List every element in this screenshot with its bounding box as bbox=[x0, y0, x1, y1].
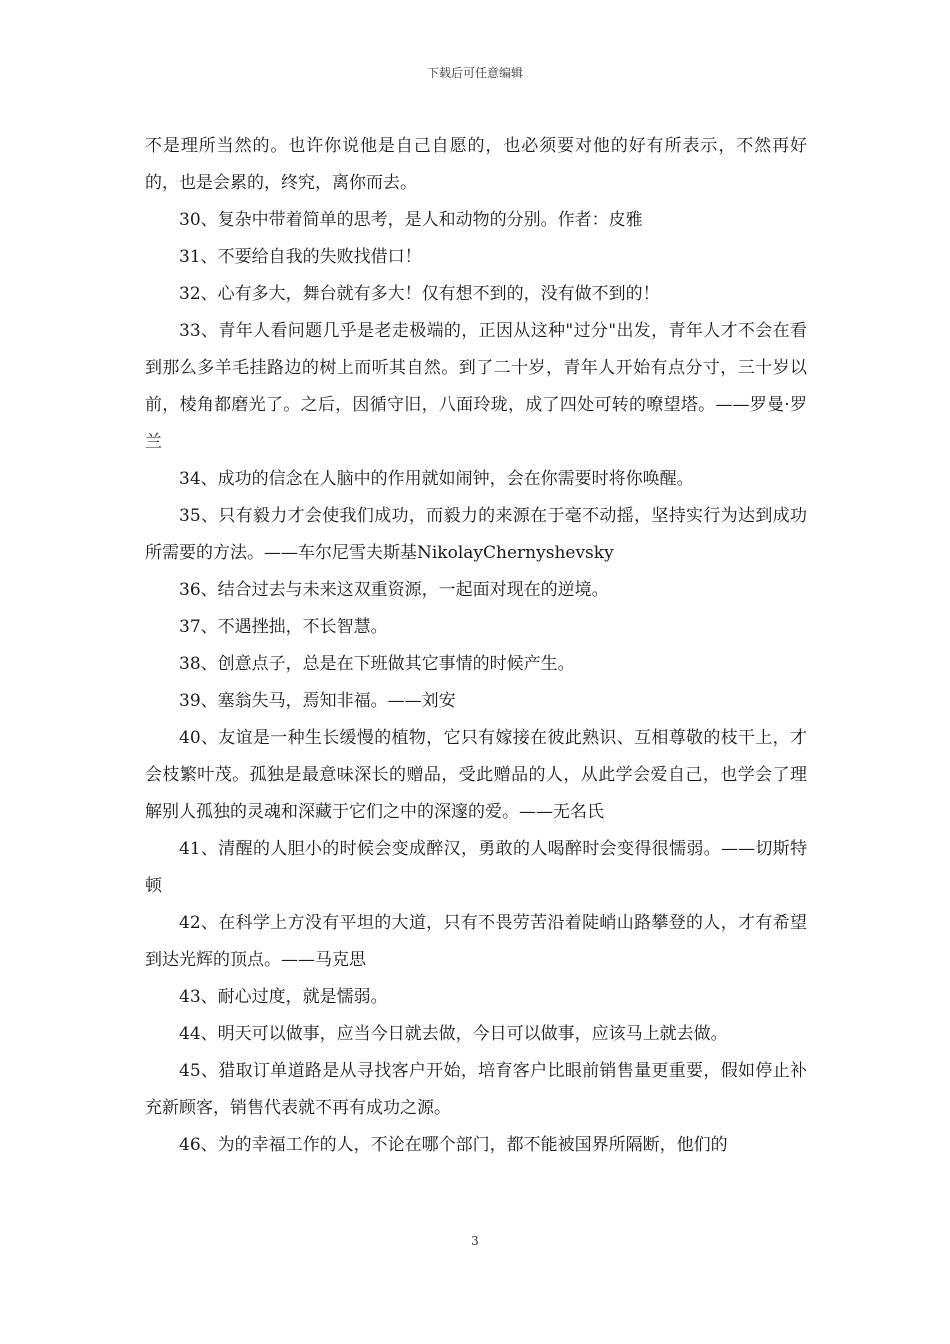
paragraph-quote-45: 45、猎取订单道路是从寻找客户开始，培育客户比眼前销售量更重要，假如停止补充新顾客，销售代表就不再有成功之源。 bbox=[145, 1061, 807, 1118]
paragraph-quote-43: 43、耐心过度，就是懦弱。 bbox=[179, 987, 388, 1007]
paragraph-quote-30: 30、复杂中带着简单的思考，是人和动物的分别。作者：皮雅 bbox=[179, 210, 643, 230]
paragraph-quote-31: 31、不要给自我的失败找借口！ bbox=[179, 247, 422, 267]
paragraph-quote-46: 46、为的幸福工作的人，不论在哪个部门，都不能被国界所隔断，他们的 bbox=[179, 1135, 728, 1155]
paragraph-continuation: 不是理所当然的。也许你说他是自己自愿的，也必须要对他的好有所表示，不然再好的，也是会累的，终究，离你而去。 bbox=[145, 136, 807, 193]
document-body bbox=[145, 128, 807, 1164]
paragraph-quote-35: 35、只有毅力才会使我们成功，而毅力的来源在于毫不动摇，坚持实行为达到成功所需要的方法。——车尔尼雪夫斯基NikolayChernyshevsky bbox=[145, 506, 807, 563]
paragraph-quote-32: 32、心有多大，舞台就有多大！仅有想不到的，没有做不到的！ bbox=[179, 284, 660, 304]
page-number: 3 bbox=[471, 1234, 479, 1248]
paragraph-quote-34: 34、成功的信念在人脑中的作用就如闹钟，会在你需要时将你唤醒。 bbox=[179, 469, 694, 489]
paragraph-quote-44: 44、明天可以做事，应当今日就去做，今日可以做事，应该马上就去做。 bbox=[179, 1024, 728, 1044]
paragraph-quote-42: 42、在科学上方没有平坦的大道，只有不畏劳苦沿着陡峭山路攀登的人，才有希望到达光辉的顶点。——马克思 bbox=[145, 913, 807, 970]
page-header: 下载后可任意编辑 bbox=[426, 66, 523, 80]
paragraph-quote-38: 38、创意点子，总是在下班做其它事情的时候产生。 bbox=[179, 654, 575, 674]
paragraph-quote-40: 40、友谊是一种生长缓慢的植物，它只有嫁接在彼此熟识、互相尊敬的枝干上，才会枝繁叶茂。孤独是最意味深长的赠品，受此赠品的人，从此学会爱自己，也学会了理解别人孤独的灵魂和深藏于它们之中的深邃的爱。——无名氏 bbox=[145, 728, 807, 822]
paragraph-quote-33: 33、青年人看问题几乎是老走极端的，正因从这种"过分"出发，青年人才不会在看到那么多羊毛挂路边的树上而听其自然。到了二十岁，青年人开始有点分寸，三十岁以前，棱角都磨光了。之后，因循守旧，八面玲珑，成了四处可转的嘹望塔。——罗曼·罗兰 bbox=[145, 321, 807, 452]
paragraph-quote-41: 41、清醒的人胆小的时候会变成醉汉，勇敢的人喝醉时会变得很懦弱。——切斯特顿 bbox=[145, 839, 807, 896]
paragraph-quote-39: 39、塞翁失马，焉知非福。——刘安 bbox=[179, 691, 456, 711]
paragraph-quote-37: 37、不遇挫拙，不长智慧。 bbox=[179, 617, 388, 637]
paragraph-quote-36: 36、结合过去与未来这双重资源，一起面对现在的逆境。 bbox=[179, 580, 609, 600]
